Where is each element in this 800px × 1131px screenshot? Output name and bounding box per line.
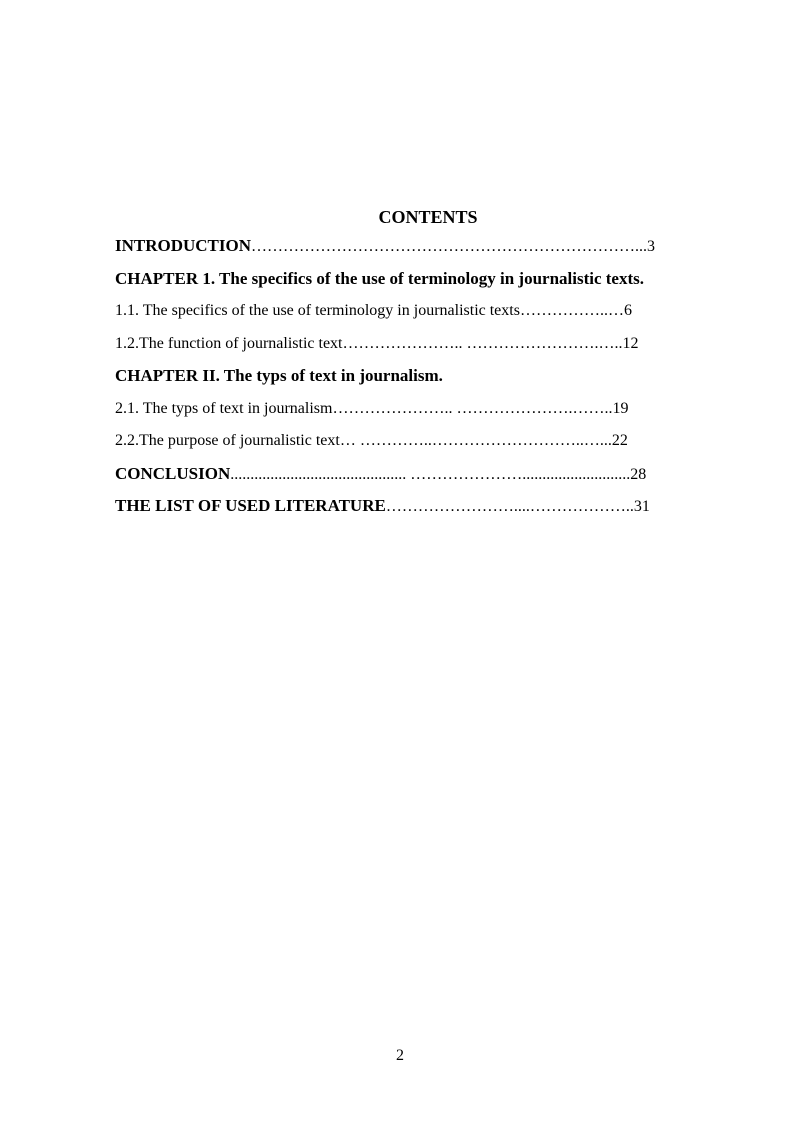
toc-entry-2-2[interactable] (115, 425, 741, 458)
toc-leader-dots: ……………..… (519, 302, 624, 319)
toc-leader-dots: ………………….. ………………….…….. (332, 399, 613, 417)
toc-entry-chapter-2[interactable] (115, 360, 741, 393)
toc-title: CONTENTS (378, 207, 478, 227)
toc-page-number: 6 (623, 302, 632, 319)
toc-page-number: 31 (633, 498, 650, 515)
toc-leader-dots: ………………….. …………………….….. (342, 334, 623, 352)
toc-entry-label: THE LIST OF USED LITERATURE (115, 496, 386, 515)
toc-entry-label: CHAPTER II. The typs of text in journalism. (115, 366, 443, 385)
toc-page-number: 28 (630, 465, 647, 483)
toc-leader-dots: ………………………………………………………………... (251, 238, 648, 255)
toc-page-number: 3 (647, 238, 656, 255)
toc-entry-1-1[interactable] (115, 295, 741, 328)
toc-entry-literature[interactable] (115, 490, 741, 523)
toc-leader-dots: … …………..………………………..…... (339, 432, 612, 449)
toc-entry-label: 2.1. The typs of text in journalism (115, 399, 333, 417)
toc-entry-label: 2.2.The purpose of journalistic text (115, 432, 340, 449)
toc-page-number: 22 (611, 432, 628, 449)
toc-entry-label: CHAPTER 1. The specifics of the use of terminology in journalistic texts. (115, 268, 645, 288)
toc-entry-label: INTRODUCTION (115, 236, 252, 255)
toc-entry-chapter-1[interactable] (115, 263, 741, 296)
toc-page-number: 19 (612, 399, 629, 417)
toc-leader-dots: ............................................ …………………........................... (230, 465, 631, 483)
toc-entry-1-2[interactable] (115, 328, 741, 361)
toc-entry-introduction[interactable] (115, 230, 741, 263)
toc-page-number: 12 (622, 334, 639, 352)
toc-entry-2-1[interactable] (115, 393, 741, 426)
toc-entry-label: 1.2.The function of journalistic text (115, 334, 343, 352)
toc-entry-label: CONCLUSION (115, 463, 231, 483)
toc-entry-label: 1.1. The specifics of the use of terminology in journalistic texts (115, 302, 520, 319)
toc-leader-dots: ……………………....……………….. (385, 498, 634, 515)
table-of-contents (115, 204, 741, 523)
toc-entry-conclusion[interactable] (115, 458, 741, 491)
page-number: 2 (396, 1047, 404, 1064)
